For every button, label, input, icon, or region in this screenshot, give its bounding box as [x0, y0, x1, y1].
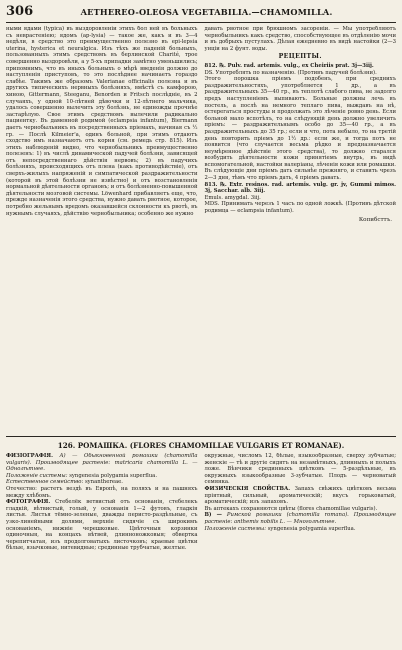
- family-paragraph: [6, 479, 198, 486]
- bottom-left-column: [6, 453, 198, 645]
- recipes-heading: РЕЦЕПТЫ.: [278, 53, 322, 61]
- recipe-813-m: Emuls. amygdal. 3iij.: [204, 194, 261, 201]
- photography-text: Стебелёк ветвистый отъ основанія, стебелекъ гладкій, вѣтвистый, голый, у основанія 1—2 футовъ, гладкія листья. Листья тёмно-зеленые, дважды перисто-раздѣльные, съ узко-линейными долями, верхніе сидячіе съ широкимъ основаніемъ, нижніе черешковые. Цвѣточныя корзинки одиночныя, на концахъ вѣтвей, длинноножковыя; обвертка черепитчатая, изъ продолговатыхъ листочковъ; краевые цвѣтки бѣлые, язычковые, нитевидные; срединные трубчатые, желтые.: [6, 499, 198, 552]
- photography-paragraph: [6, 499, 198, 552]
- recipe-813: [205, 182, 397, 195]
- roman-paragraph: [205, 512, 397, 525]
- author-signature: Копибсттъ.: [358, 216, 392, 223]
- flowers-paragraph: окружные, числомъ 12, бѣлые, языкообразные, сверху зубчатые; женскіе — тѣ и другіе сидятъ на незамѣтныхъ, длинныхъ и полыхъ ложе. Вѣнчики срединныхъ цвѣтковъ — 5-раздѣльные, въ окружныхъ языкообразные 3-зубчатые. Плодъ — черноватый семянка.: [204, 453, 396, 486]
- section-divider: [6, 436, 396, 437]
- photography-label: ФОТОГРАФІЯ.: [6, 499, 51, 506]
- physical-paragraph: [205, 486, 397, 506]
- section-title: 126. РОМАШКА. (FLORES CHAMOMILLAE VULGARIS ET ROMANAE).: [57, 441, 345, 450]
- roman-system-label: Положеніе системы:: [204, 525, 267, 532]
- page-header: [6, 4, 396, 23]
- physical-label: ФИЗИЧЕСКІЯ СВОЙСТВА.: [204, 485, 291, 492]
- roman-label: В) —: [204, 512, 222, 519]
- bottom-columns: [6, 453, 396, 645]
- origin-paragraph: Отечество: растетъ вездѣ въ Европѣ, на поляхъ и на пашняхъ между хлѣбомъ.: [6, 485, 198, 499]
- system-label: Положеніе системы:: [6, 472, 68, 479]
- left-column-text: ными ядами (typica) въ выздоровленіи этихъ бол ней въ больныхъ съ неврастеніею; ядомъ (ap-lysia) — такое же, какъ и въ 3—4 недѣли, в средство это преимущественно полезно въ epi-lepsia uterina, hysterica et neuralgica. Изъ тѣхъ же паденій больныхъ, пользованныхъ этимъ средствомъ въ берлинской Charité, трое совершенно выздоровѣли, а у 5-хъ припадки замѣтно уменьшились; припомнимъ, что въ иныхъ больныхъ о мѣрѣ введенія должно до наступленія приступовъ, то это послѣднее начинаетъ гораздо слабѣе. Такимъ же образомъ Valerianae officinalis полезна и въ другихъ типическихъ нервныхъ болѣзняхъ, вмѣстѣ съ камфорою, хиною, Gittermann, Steeganu, Benorden и Fritsch послѣдніе, въ 2 случаяхъ, у одной 10-лѣтней дѣвочки и 12-лѣтнего мальчика, удалось совершенно вылечить эту болѣзнь, не единожды прочнѣе застарѣлую. Свое этимъ средствомъ вылечили радикально пациентку. Въ даменной родимой (eclampsia infantum), Biermann даетъ чернобыльникъ въ посредственныхъ пріемахъ, начиная съ ½ гр. — Послѣ Kilmeier'а, одинъ больной, при этимъ отдаютъ сходство имъ назначаютъ отъ корня (см. ремедь стр. 815). Изъ этихъ наблюденій видно, что чернобыльникъ преимущественно полезенъ: 1) въ числѣ динамической падучей болѣзни, зависящей отъ непосредственнаго дѣйствія нервовъ; 2) въ падучихъ болѣзняхъ, происходящихъ отъ плена (какъ противодѣйствіе), отъ сверхъ-жилыхъ напряженій и симпатической раздражительности (которой въ этой болѣзни не извѣстно) и отъ возстановленія нормальной дѣятельности органовъ; и отъ болѣзненно-повышенной дѣятельности мозговой системы. Löwenhard прибавляетъ еще, что, прежде назначенія этого средства, нужно давать рвотное, которое, потребно жельнымъ вредомъ оказавшейся склонности къ рвотѣ, въ нужнымъ случаяхъ, дѣйствію чернобыльника; особенно же нужно: [6, 26, 198, 217]
- physiography-paragraph: [6, 453, 198, 473]
- recipe-813-ms: MDS. Принимать черезъ 1 часъ по одной ложкѣ. (Противъ дѣтской родимца — eclampsia infantum).: [204, 201, 396, 215]
- right-column-body: Этого порошка пріемъ подобенъ, при среднихъ раздражительностяхъ, употребляется 1 др., а въ раздражительныхъ 35—40 гр., въ теплотѣ слабого пива, не задолго предъ наступленіемъ выпиваютъ. Больные должны лечь въ постель, а послѣ на немного теплаго пива, выждавъ на нѣ, остерегаться простуды и продолжать это лѣченіе ровно день. Если больной мало вспотѣлъ, то на слѣдующій день должно увеличить пріемъ: — раздражительнымъ особо до 35—40 гр., а въ раздражительныхъ до 35 гр.; если и что, пота небыло, то на третій день повторить пріемъ до 1½ др.: если же, и тогда потъ не появится (что случается весьма рѣдко и предназначается неумѣренное дѣйствіе этого средства), то должно старался возбудить дѣятельности кожи принятіемъ внутрь, въ видѣ вспомогательной, настойки валеріаны, лѣченія кожи или ромашки. Въ слѣдующіе дни пріемъ дать сильнѣе прежняго, и ставить чрезъ 2—3 дня, тѣмъ что пріемъ дать, 4 пріемъ давать.: [204, 76, 396, 182]
- recipe-812-ds: DS. Употреблять по назначенію. (Противъ падучей болѣзни).: [204, 69, 377, 76]
- right-column: [205, 26, 397, 434]
- roman-system-paragraph: [205, 526, 397, 533]
- left-column: [6, 26, 198, 434]
- right-column-intro: давать рвотное при брюшномъ засореніи. — Мы употребляютъ чернобыльникъ какъ средство, способствующее въ отдѣленію мочи и въ добрыхъ пустулахъ. Дѣлая ежедневно въ видѣ настойки (2—3 унціи на 2 фунт. воды.: [204, 26, 396, 52]
- top-columns: [6, 26, 396, 434]
- family-text: synanthereae.: [84, 479, 123, 486]
- recipe-813-text: 813. ℞. Extr. resinos. rad. artemis. vulg. gr. jv, Gummi mimos. 3j, Sacchar. alb. 3iij.: [204, 181, 396, 195]
- roman-system-text: syngenesia polygamia superflua.: [267, 525, 356, 532]
- family-label: Естественное семейство:: [6, 479, 84, 486]
- physical-text: Запахъ свѣжихъ цвѣтковъ весьма пріятный, сильный, ароматическій; вкусъ горьковатый, ароматическій; изъ запаховъ.: [204, 485, 396, 506]
- system-paragraph: [6, 473, 198, 480]
- roman-text: Римской ромашки (chamomilla romana). Производящее растеніе: anthemis nobilis L. — Многолѣтнее.: [204, 512, 396, 525]
- page-number: 306: [6, 4, 34, 19]
- running-head: AETHEREO-OLEOSA VEGETABILIA.—CHAMOMILLA.: [80, 7, 333, 17]
- note-paragraph: Въ аптекахъ сохраняются цвѣты (flores chamomillae vulgaris).: [204, 505, 378, 512]
- system-text: syngenesia polygamia superflua.: [69, 472, 158, 479]
- physiography-label: ФИЗІОГРАФІЯ.: [6, 453, 53, 459]
- physiography-text: А) — Обыкновенной ромашки (chamomilla vulgaris). Производящее растеніе: matricaria chamomilla L. — Однолѣтнее.: [6, 453, 198, 473]
- recipe-812-text: 812. ℞. Pulv. rad. artemis. vulg., ex Cheiriis prat. 3j—3iij.: [204, 62, 374, 69]
- bottom-right-column: [205, 453, 397, 645]
- recipe-812: [205, 63, 397, 70]
